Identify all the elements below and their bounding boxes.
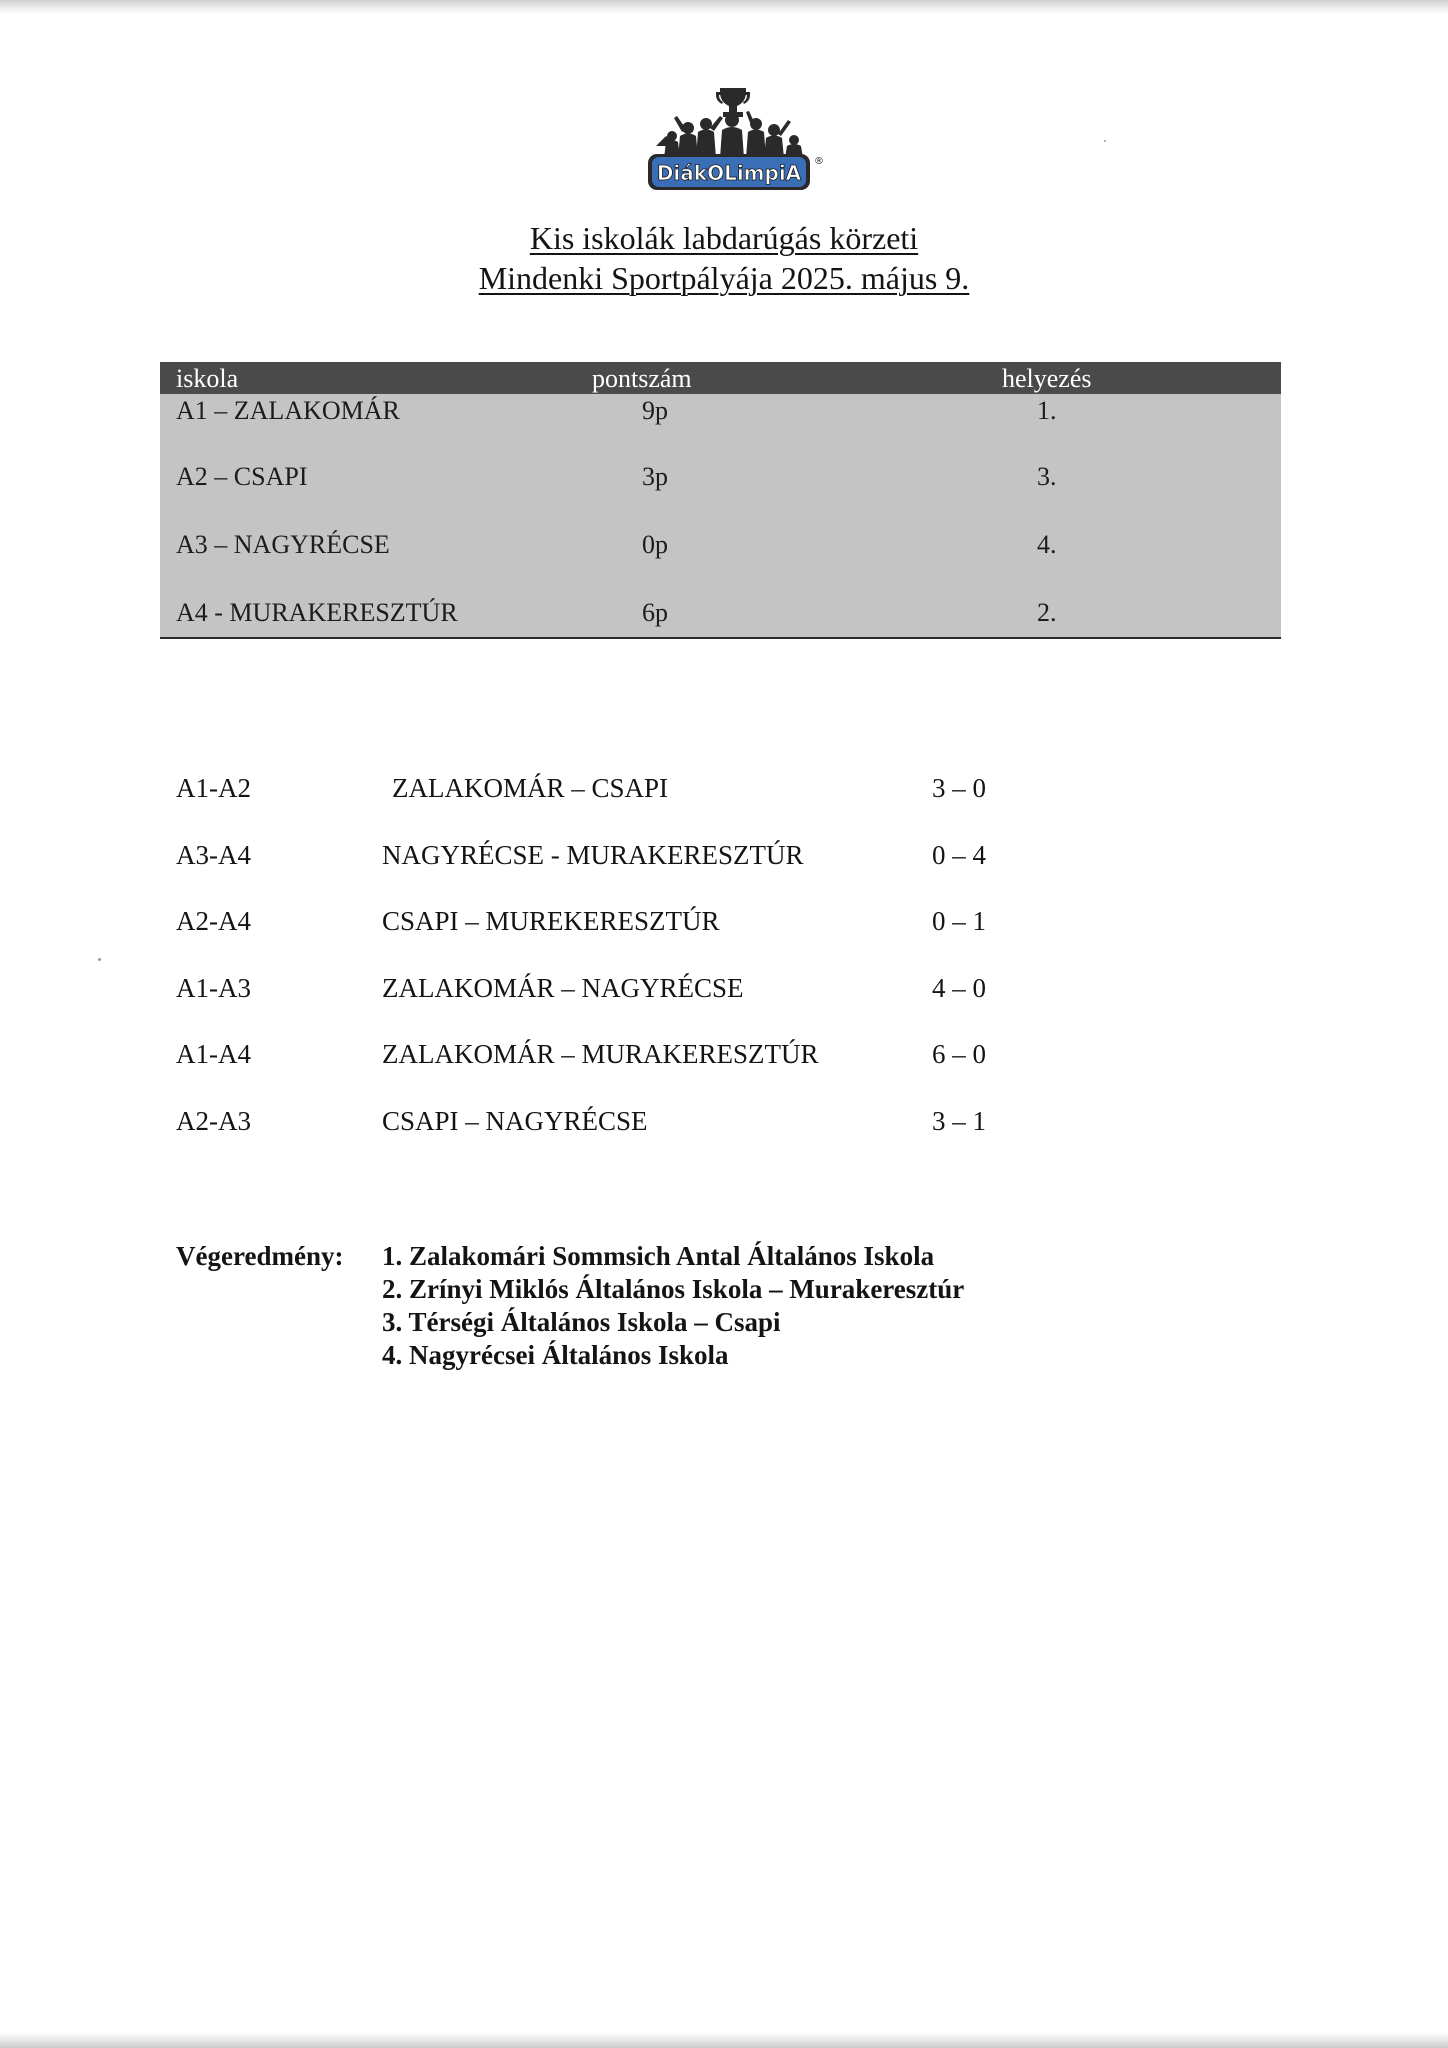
scan-edge-bottom: [0, 2032, 1448, 2048]
column-header-points: pontszám: [592, 364, 692, 393]
cell-points: 9p: [642, 396, 668, 425]
logo-text: DiákOLimpiA: [656, 161, 802, 185]
diakolimpia-logo-icon: [644, 84, 824, 202]
document-header: [0, 218, 1448, 298]
list-item: [176, 1036, 1076, 1103]
table-row: [160, 394, 1281, 428]
match-score: 3 – 1: [932, 1105, 986, 1136]
registered-mark: ®: [814, 156, 824, 167]
cell-school: A1 – ZALAKOMÁR: [176, 396, 400, 425]
scan-speck: [1104, 140, 1106, 142]
match-teams: CSAPI – MUREKERESZTÚR: [382, 906, 720, 936]
list-item: [176, 1103, 1076, 1170]
list-item: [176, 970, 1076, 1037]
match-code: A1-A3: [176, 972, 251, 1003]
cell-points: 0p: [642, 530, 668, 559]
match-teams: NAGYRÉCSE - MURAKERESZTÚR: [382, 839, 804, 870]
match-score: 4 – 0: [932, 972, 986, 1003]
column-header-school: iskola: [176, 364, 239, 393]
match-code: A3-A4: [176, 839, 251, 870]
cell-place: 4.: [1037, 530, 1057, 559]
cell-school: A2 – CSAPI: [176, 462, 308, 491]
match-code: A2-A3: [176, 1105, 251, 1136]
list-item: [176, 903, 1076, 970]
match-code: A1-A4: [176, 1039, 251, 1069]
list-item: 4. Nagyrécsei Általános Iskola: [382, 1340, 729, 1370]
scan-edge-top: [0, 0, 1448, 14]
cell-place: 2.: [1037, 598, 1057, 627]
final-results-label: Végeredmény:: [176, 1241, 344, 1271]
match-code: A1-A2: [176, 773, 251, 803]
match-results-list: [176, 770, 1076, 1169]
cell-school: A3 – NAGYRÉCSE: [176, 530, 390, 559]
table-row: [160, 460, 1281, 494]
final-results-list: [382, 1240, 964, 1372]
cell-points: 6p: [642, 598, 668, 627]
standings-header-row: [160, 362, 1281, 394]
scan-speck: [98, 958, 101, 961]
cell-place: 1.: [1037, 396, 1057, 425]
column-header-place: helyezés: [1002, 364, 1092, 393]
cell-points: 3p: [642, 462, 668, 491]
cell-place: 3.: [1037, 462, 1057, 491]
match-teams: ZALAKOMÁR – CSAPI: [392, 773, 669, 803]
table-row: [160, 596, 1281, 630]
match-teams: ZALAKOMÁR – MURAKERESZTÚR: [382, 1039, 819, 1069]
title-line-2: Mindenki Sportpályája 2025. május 9.: [478, 260, 970, 296]
match-code: A2-A4: [176, 906, 251, 936]
table-row: [160, 528, 1281, 562]
list-item: 2. Zrínyi Miklós Általános Iskola – Murakeresztúr: [382, 1274, 965, 1304]
match-score: 3 – 0: [932, 773, 986, 803]
match-teams: ZALAKOMÁR – NAGYRÉCSE: [382, 972, 744, 1003]
match-score: 0 – 1: [932, 906, 986, 936]
match-score: 6 – 0: [932, 1039, 986, 1069]
match-teams: CSAPI – NAGYRÉCSE: [382, 1105, 648, 1136]
list-item: 3. Térségi Általános Iskola – Csapi: [382, 1307, 781, 1337]
list-item: 1. Zalakomári Sommsich Antal Általános Iskola: [382, 1241, 935, 1271]
list-item: [176, 837, 1076, 904]
title-line-1: Kis iskolák labdarúgás körzeti: [529, 220, 919, 256]
standings-table: [160, 362, 1281, 639]
cell-school: A4 - MURAKERESZTÚR: [176, 598, 458, 627]
match-score: 0 – 4: [932, 839, 986, 870]
list-item: [176, 770, 1076, 837]
